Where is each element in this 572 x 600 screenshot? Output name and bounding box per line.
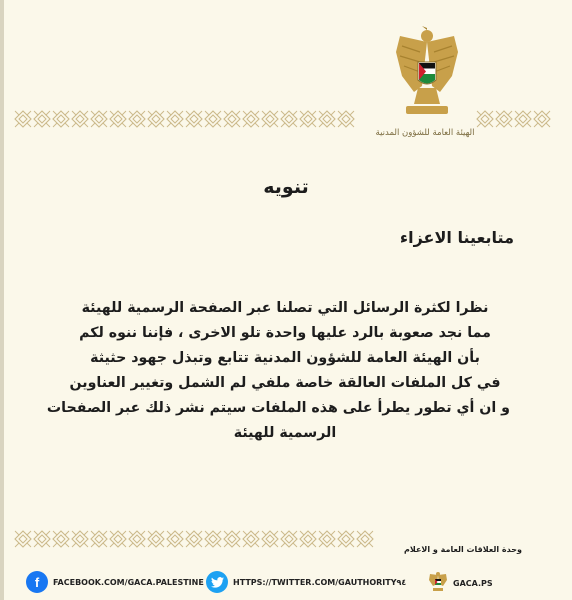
ornament-diamond <box>299 530 317 548</box>
ornament-diamond <box>14 530 32 548</box>
body-line: في كل الملفات العالقة خاصة ملفي لم الشمل وتغيير العناوين <box>69 375 501 391</box>
ornament-diamond <box>128 110 146 128</box>
ornament-diamond <box>318 110 336 128</box>
ornament-diamond <box>52 110 70 128</box>
ornament-diamond <box>33 530 51 548</box>
ornament-diamond <box>185 530 203 548</box>
ornament-diamond <box>476 110 494 128</box>
ornament-diamond <box>71 110 89 128</box>
body-line: الرسمية للهيئة <box>233 425 337 441</box>
bottom-ornament-row <box>14 530 374 548</box>
ornament-diamond <box>166 530 184 548</box>
ornament-diamond <box>223 530 241 548</box>
ornament-diamond <box>147 530 165 548</box>
ornament-diamond <box>90 530 108 548</box>
ornament-diamond <box>223 110 241 128</box>
website-link[interactable] <box>428 571 493 595</box>
ornament-diamond <box>280 110 298 128</box>
greeting-line: متابعينا الاعزاء <box>399 228 514 247</box>
ornament-diamond <box>261 110 279 128</box>
ornament-diamond <box>52 530 70 548</box>
facebook-icon: f <box>26 571 48 593</box>
ornament-diamond <box>185 110 203 128</box>
top-ornament-row-right <box>476 110 551 128</box>
ornament-diamond <box>204 530 222 548</box>
body-line: بأن الهيئة العامة للشؤون المدنية تتابع وتبذل جهود حثيثة <box>90 350 480 366</box>
ornament-diamond <box>261 530 279 548</box>
twitter-link[interactable] <box>206 571 406 593</box>
twitter-url: HTTPS://TWITTER.COM/GAUTHORITY٩٤ <box>233 577 407 587</box>
ornament-diamond <box>280 530 298 548</box>
website-url: GACA.PS <box>453 578 493 588</box>
ornament-diamond <box>204 110 222 128</box>
ornament-diamond <box>514 110 532 128</box>
department-signature: وحدة العلاقات العامة و الاعلام <box>404 545 522 554</box>
ornament-diamond <box>299 110 317 128</box>
facebook-link[interactable] <box>26 571 204 593</box>
eagle-emblem-logo <box>392 22 462 120</box>
notice-body <box>46 296 510 446</box>
ornament-diamond <box>109 110 127 128</box>
ornament-diamond <box>242 530 260 548</box>
ornament-diamond <box>337 110 355 128</box>
body-line: نظرا لكثرة الرسائل التي تصلنا عبر الصفحة الرسمية للهيئة <box>81 300 489 316</box>
ornament-diamond <box>90 110 108 128</box>
ornament-diamond <box>356 530 374 548</box>
ornament-diamond <box>533 110 551 128</box>
footer <box>0 568 572 600</box>
ornament-diamond <box>14 110 32 128</box>
top-ornament-row <box>14 110 355 128</box>
body-line: و ان أي تطور يطرأ على هذه الملفات سيتم نشر ذلك عبر الصفحات <box>46 400 510 416</box>
ornament-diamond <box>147 110 165 128</box>
body-line: مما نجد صعوبة بالرد عليها واحدة تلو الاخرى ، فإننا ننوه لكم <box>79 325 491 341</box>
website-emblem-icon <box>428 571 448 595</box>
notice-title: تنويه <box>263 176 309 198</box>
ornament-diamond <box>128 530 146 548</box>
ornament-diamond <box>495 110 513 128</box>
ornament-diamond <box>242 110 260 128</box>
facebook-url: FACEBOOK.COM/GACA.PALESTINE <box>53 577 204 587</box>
ornament-diamond <box>318 530 336 548</box>
ornament-diamond <box>109 530 127 548</box>
twitter-icon <box>206 571 228 593</box>
org-caption: الهيئة العامة للشؤون المدنية <box>375 128 475 138</box>
ornament-diamond <box>33 110 51 128</box>
ornament-diamond <box>71 530 89 548</box>
ornament-diamond <box>166 110 184 128</box>
page-edge <box>0 0 4 600</box>
ornament-diamond <box>337 530 355 548</box>
